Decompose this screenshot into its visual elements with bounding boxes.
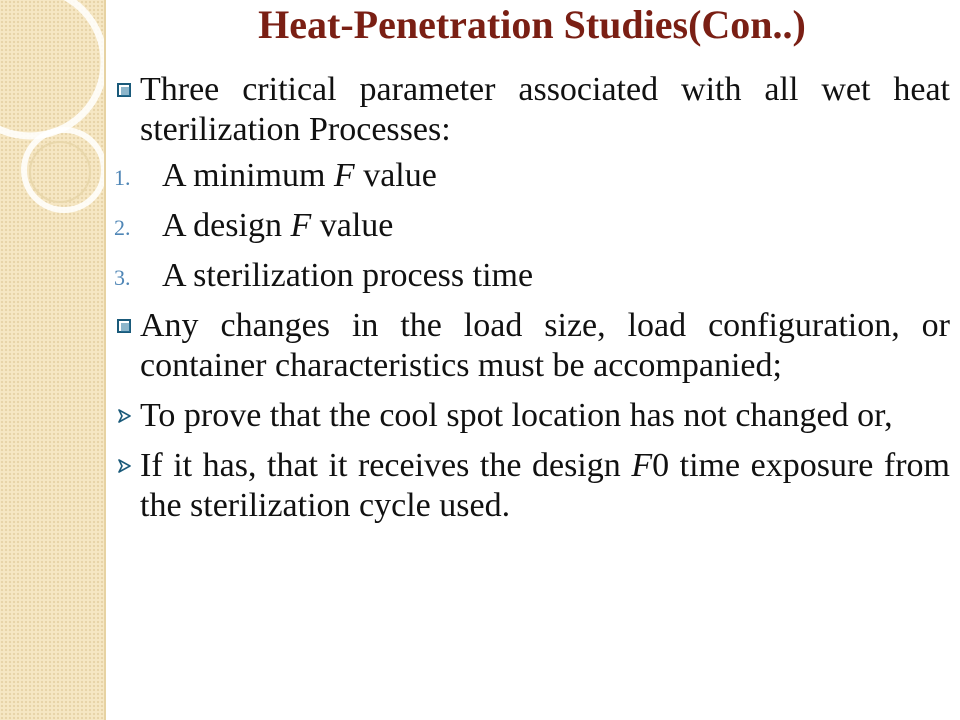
item-number: 2. [114, 215, 131, 240]
bullet-item [110, 70, 950, 150]
arrow-bullet-item [110, 396, 950, 436]
item-text: A sterilization process time [162, 257, 534, 294]
decorative-side-panel [0, 0, 106, 720]
decorative-circles-graphic [0, 0, 104, 720]
bullet-text: Any changes in the load size, load configuration, or container characteristics must be accompanied; [140, 307, 950, 384]
item-text-italic: F [290, 207, 312, 244]
bullet-text: To prove that the cool spot location has not changed or, [140, 397, 893, 434]
bullet-item [110, 306, 950, 386]
item-text-prefix: A minimum [162, 157, 334, 194]
square-bullet-icon [116, 318, 132, 334]
item-number: 3. [114, 265, 131, 290]
item-text-prefix: A design [162, 207, 291, 244]
square-bullet-icon [116, 82, 132, 98]
arrow-bullet-item [110, 446, 950, 526]
bullet-text-prefix: If it has, that it receives the design [140, 447, 632, 484]
arrow-bullet-icon [116, 408, 132, 424]
bullet-text: Three critical parameter associated with all wet heat sterilization Processes: [140, 71, 950, 148]
numbered-item [110, 156, 950, 196]
item-number: 1. [114, 165, 131, 190]
item-text-italic: F [333, 157, 355, 194]
bullet-text-suffix: 0 time exposure from the sterilization cycle used. [140, 447, 950, 524]
item-text-suffix: value [354, 157, 437, 194]
bullet-text-italic: F [631, 447, 653, 484]
slide-title: Heat-Penetration Studies(Con..) [258, 2, 806, 47]
slide-body [110, 70, 950, 526]
numbered-item [110, 256, 950, 296]
arrow-bullet-icon [116, 458, 132, 474]
item-text-suffix: value [311, 207, 394, 244]
numbered-item [110, 206, 950, 246]
